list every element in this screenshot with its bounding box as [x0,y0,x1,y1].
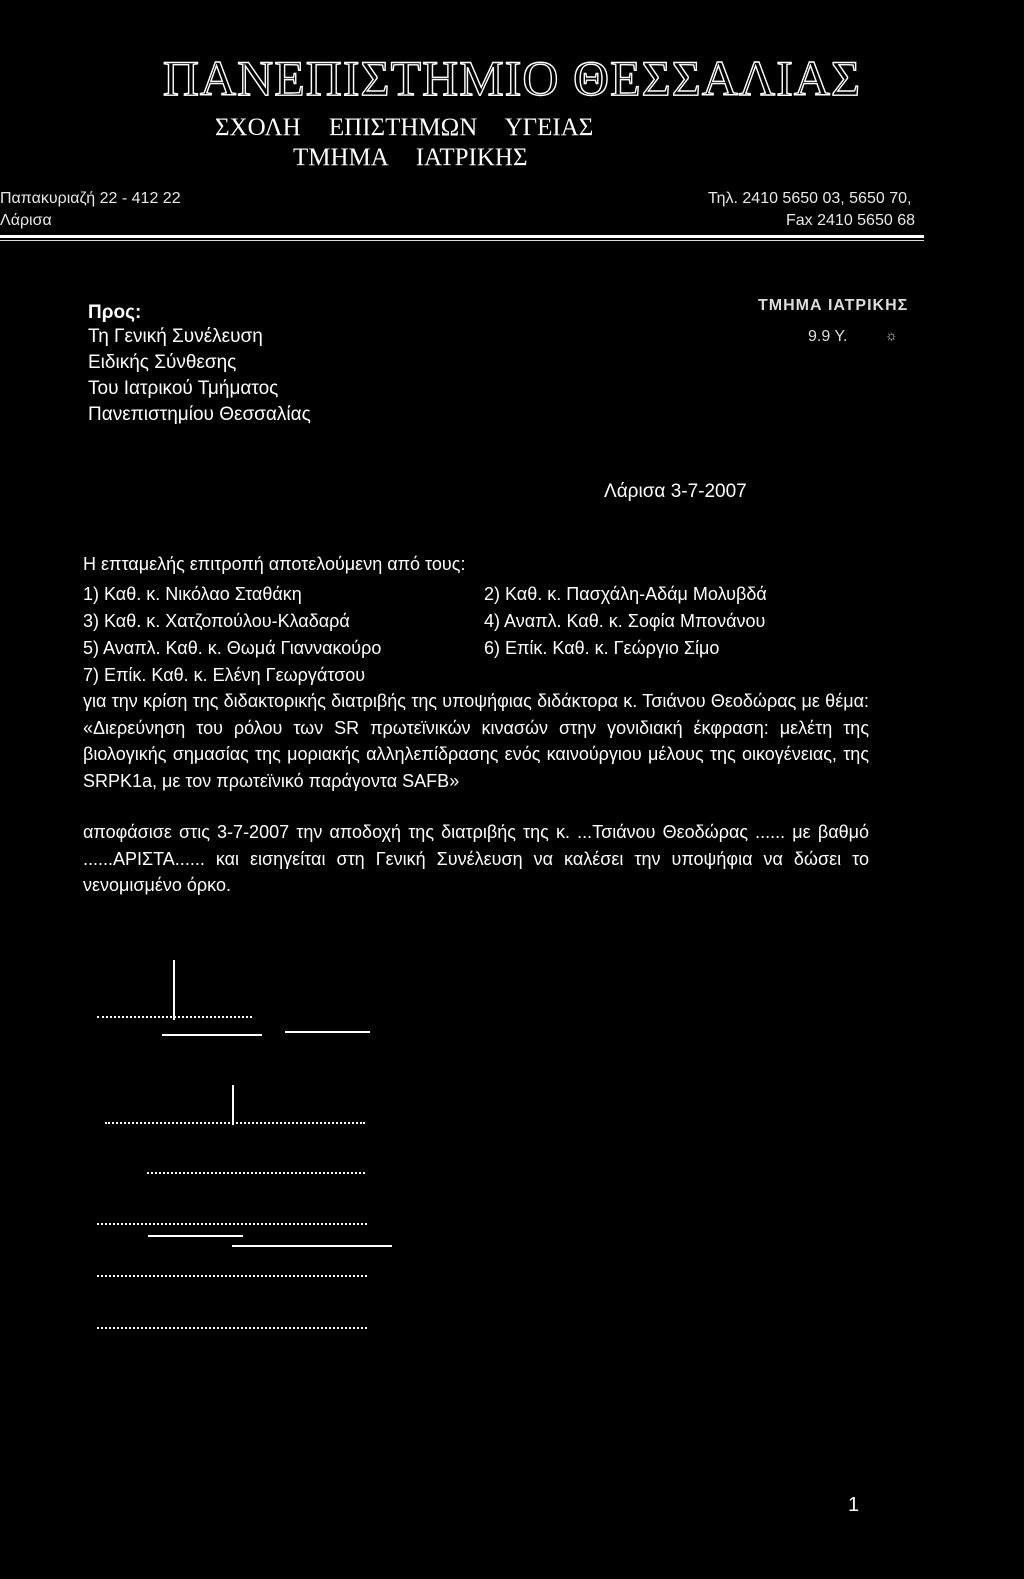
address-line2: Λάρισα [0,212,52,229]
recipient-line: Ειδικής Σύνθεσης [88,352,237,373]
university-title: ΠΑΝΕΠΙΣΤΗΜΙΟ ΘΕΣΣΑΛΙΑΣ [162,50,862,106]
page-number: 1 [848,1494,860,1516]
stamp-handwritten-number: 9.9 Υ. [808,328,848,345]
committee-member: 4) Αναπλ. Καθ. κ. Σοφία Μπονάνου [484,611,766,631]
header-rule-thin [0,240,924,241]
committee-member: 1) Καθ. κ. Νικόλαο Σταθάκη [83,584,302,604]
recipient-line: Τη Γενική Συνέλευση [88,326,263,347]
recipient-line: Του Ιατρικού Τμήματος [88,378,279,399]
header-rule [0,235,924,238]
committee-member: 3) Καθ. κ. Χατζοπούλου-Κλαδαρά [83,611,350,631]
address-line1: Παπακυριαζή 22 - 412 22 [0,190,181,207]
thesis-paragraph: για την κρίση της διδακτορικής διατριβής της υποψήφιας διδάκτορα κ. Τσιάνου Θεοδώρας με θέμα: «Διερεύνηση του ρόλου των SR πρωτεϊνικών κινασών στην γονιδιακή έκφραση: μελέτη της βιολογικής σημασίας της μοριακής αλληλεπίδρασης ενός καινούργιου μέλους της οικογένειας, της SRPK1a, με τον πρωτεϊνικό παράγοντα SAFB» [83,691,869,791]
recipient-heading: Προς: [88,302,142,323]
decision-paragraph: αποφάσισε στις 3-7-2007 την αποδοχή της διατριβής της κ. ...Τσιάνου Θεοδώρας ...... με βαθμό ......ΑΡΙΣΤΑ...... και εισηγείται στη Γενική Συνέλευση να καλέσει την υποψήφια να δώσει το νενομισμένο όρκο. [83,822,869,895]
department-stamp: ΤΜΗΜΑ ΙΑΤΡΙΚΗΣ [758,297,909,314]
signature-line [97,1273,367,1277]
recipient-line: Πανεπιστημίου Θεσσαλίας [88,404,311,425]
signature-stroke [148,1235,243,1237]
committee-member: 7) Επίκ. Καθ. κ. Ελένη Γεωργάτσου [83,665,366,685]
letter-date: Λάρισα 3-7-2007 [604,481,747,502]
signature-line [147,1170,365,1174]
signature-stroke [173,960,175,1020]
signature-stroke [232,1085,234,1125]
school-name: ΣΧΟΛΗ ΕΠΙΣΤΗΜΩΝ ΥΓΕΙΑΣ [215,114,594,141]
signature-line [97,1325,367,1329]
committee-member: 2) Καθ. κ. Πασχάλη-Αδάμ Μολυβδά [484,584,767,604]
fax-line: Fax 2410 5650 68 [786,212,915,229]
signature-stroke [162,1034,262,1036]
signature-line [97,1221,367,1225]
signature-line [105,1120,365,1124]
signature-stroke [285,1031,370,1033]
signature-stroke [232,1245,392,1247]
phone-line: Τηλ. 2410 5650 03, 5650 70, [708,190,912,207]
committee-member: 5) Αναπλ. Καθ. κ. Θωμά Γιαννακούρο [83,638,382,658]
signature-line [97,1014,252,1018]
stamp-mark: ☼ [885,329,898,344]
department-name: ΤΜΗΜΑ ΙΑΤΡΙΚΗΣ [293,144,528,171]
committee-member: 6) Επίκ. Καθ. κ. Γεώργιο Σίμο [484,638,720,658]
committee-intro: Η επταμελής επιτροπή αποτελούμενη από τους: [83,554,466,574]
